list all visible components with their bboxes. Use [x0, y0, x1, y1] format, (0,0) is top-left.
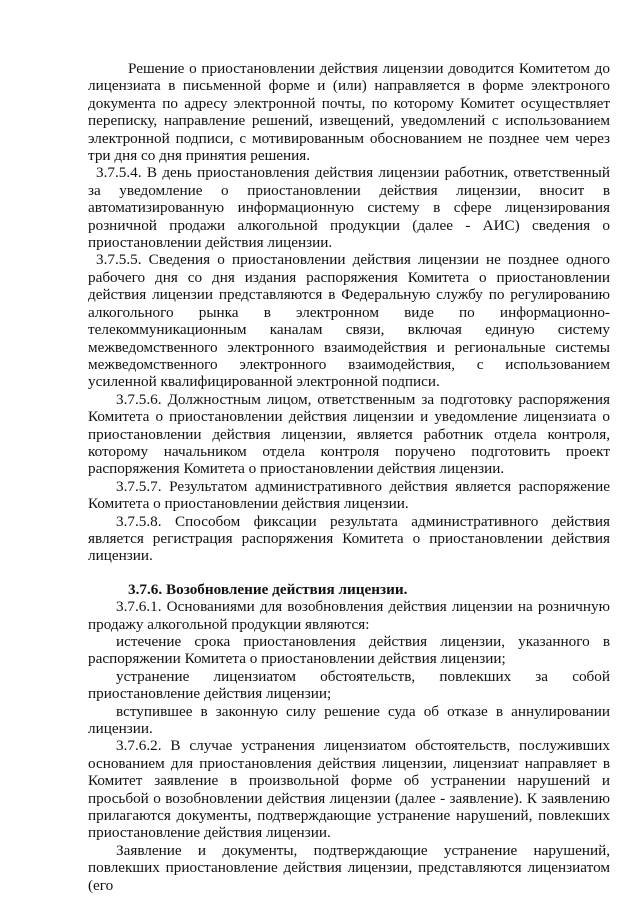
- paragraph-3-7-5-7: 3.7.5.7. Результатом административного действия является распоряжение Комитета о приостановлении действия лицензии.: [88, 477, 610, 513]
- paragraph-3-7-5-5: 3.7.5.5. Сведения о приостановлении действия лицензии не позднее одного рабочего дня со дня издания распоряжения Комитета о приостановлении действия лицензии представляются в Федеральную службу по регулированию алкогольного рынка в электронном виде по информационно-телекоммуникационным каналам связи, включая единую систему межведомственного электронного взаимодействия и региональные системы межведомственного электронного взаимодействия, с использованием усиленной квалифицированной электронной подписи.: [88, 251, 610, 391]
- section-heading-3-7-6: 3.7.6. Возобновление действия лицензии.: [128, 580, 408, 598]
- document-page: [88, 60, 610, 894]
- paragraph-decision-notice: Решение о приостановлении действия лицензии доводится Комитетом до лицензиата в письменной форме и (или) направляется в форме электроного документа по адресу электронной почты, по которому Комитет осуществляет переписку, направление решений, извещений, уведомлений с использованием электронной подписи, с мотивированным обоснованием не позднее чем через три дня со дня принятия решения.: [88, 60, 610, 165]
- list-item-expiry: истечение срока приостановления действия лицензии, указанного в распоряжении Комитета о приостановлении действия лицензии;: [88, 633, 610, 668]
- paragraph-application-documents: Заявление и документы, подтверждающие устранение нарушений, повлекших приостановление действия лицензии, представляются лицензиатом (его: [88, 841, 610, 894]
- list-item-court-decision: вступившее в законную силу решение суда об отказе в аннулировании лицензии.: [88, 702, 610, 738]
- paragraph-3-7-6-1: 3.7.6.1. Основаниями для возобновления действия лицензии на розничную продажу алкогольной продукции являются:: [88, 598, 610, 633]
- paragraph-3-7-5-6: 3.7.5.6. Должностным лицом, ответственным за подготовку распоряжения Комитета о приостановлении действия лицензии и уведомление лицензиата о приостановлении действия лицензии, является работник отдела контроля, которому начальником отдела контроля поручено подготовить проект распоряжения Комитета о приостановлении действия лицензии.: [88, 390, 610, 478]
- paragraph-3-7-5-4: 3.7.5.4. В день приостановления действия лицензии работник, ответственный за уведомление о приостановлении действия лицензии, вносит в автоматизированную информационную систему в сфере лицензирования розничной продажи алкогольной продукции (далее - АИС) сведения о приостановлении действия лицензии.: [88, 164, 610, 252]
- list-item-elimination: устранение лицензиатом обстоятельств, повлекших за собой приостановление действия лицензии;: [88, 667, 610, 703]
- paragraph-3-7-5-8: 3.7.5.8. Способом фиксации результата административного действия является регистрация распоряжения Комитета о приостановлении действия лицензии.: [88, 512, 610, 565]
- paragraph-3-7-6-2: 3.7.6.2. В случае устранения лицензиатом обстоятельств, послуживших основанием для приостановления действия лицензии, лицензиат направляет в Комитет заявление в произвольной форме об устранении нарушений и просьбой о возобновлении действия лицензии (далее - заявление). К заявлению прилагаются документы, подтверждающие устранение нарушений, повлекших приостановление действия лицензии.: [88, 737, 610, 842]
- section-gap: [88, 565, 610, 581]
